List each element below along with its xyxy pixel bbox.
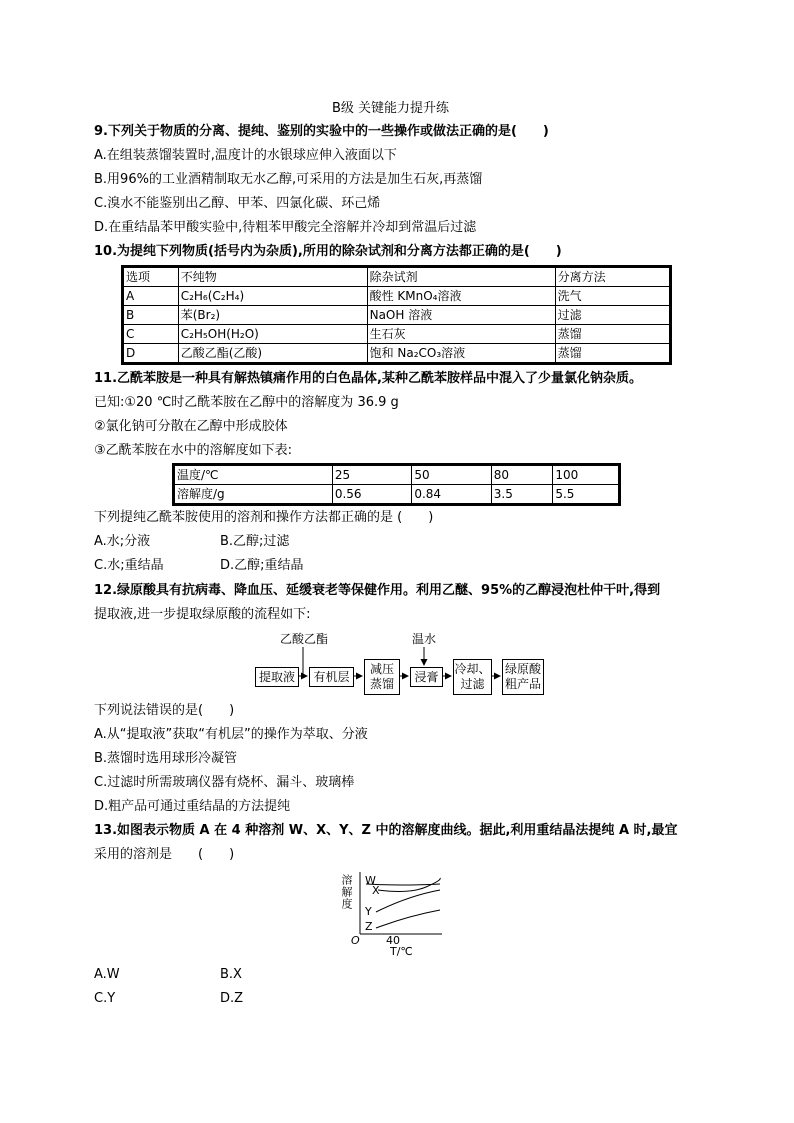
table-cell: 过滤 [555, 306, 670, 325]
q12-stem-line-2: 提取液,进一步提取绿原酸的流程如下: [94, 607, 311, 622]
table-cell: 80 [491, 465, 553, 485]
table-cell: 溶解度/g [174, 485, 333, 505]
graph-origin: O [351, 934, 360, 947]
table-cell: 50 [412, 465, 491, 485]
q11-known-3: ③乙酰苯胺在水中的溶解度如下表: [94, 443, 293, 458]
q13-option-a: A.W [94, 967, 120, 982]
curve-label-y: Y [365, 905, 372, 918]
table-cell: 0.84 [412, 485, 491, 505]
q11-known-2: ②氯化钠可分散在乙醇中形成胶体 [94, 419, 288, 434]
table-cell: 温度/℃ [174, 465, 333, 485]
table-cell: 100 [553, 465, 620, 485]
table-cell: 饱和 Na₂CO₃溶液 [367, 344, 555, 364]
q12-ask: 下列说法错误的是( ) [94, 703, 235, 718]
header-cell: 分离方法 [555, 267, 670, 287]
flow-step-extractum [410, 667, 443, 687]
q12-stem-line-1: 12.绿原酸具有抗病毒、降血压、延缓衰老等保健作用。利用乙醚、95%的乙醇浸泡杜仲干叶,得到 [94, 583, 661, 598]
table-cell: 苯(Br₂) [178, 306, 367, 325]
q9-stem: 9.下列关于物质的分离、提纯、鉴别的实验中的一些操作或做法正确的是( ) [94, 124, 549, 139]
table-cell: 蒸馏 [555, 344, 670, 364]
table-cell: B [123, 306, 179, 325]
q13-option-c: C.Y [94, 991, 116, 1006]
flow-step-label: 蒸馏 [369, 677, 394, 691]
flow-step-label: 过滤 [460, 677, 485, 691]
flow-step-extract [255, 667, 299, 687]
header-cell: 不纯物 [178, 267, 367, 287]
q11-known-1: 已知:①20 ℃时乙酰苯胺在乙醇中的溶解度为 36.9 g [94, 395, 399, 410]
q9-option-c: C.溴水不能鉴别出乙醇、甲苯、四氯化碳、环己烯 [94, 196, 381, 211]
curve-label-x: X [372, 884, 380, 897]
table-cell: 蒸馏 [555, 325, 670, 344]
q13-option-d: D.Z [220, 991, 244, 1006]
q9-option-b: B.用96%的工业酒精制取无水乙醇,可采用的方法是加生石灰,再蒸馏 [94, 172, 483, 187]
q11-option-a: A.水;分液 [94, 534, 151, 549]
table-cell: 生石灰 [367, 325, 555, 344]
q11-ask: 下列提纯乙酰苯胺使用的溶剂和操作方法都正确的是 ( ) [94, 510, 434, 525]
flow-input-warm-water: 温水 [412, 632, 437, 646]
q11-option-c: C.水;重结晶 [94, 558, 164, 573]
q13-stem-line-1: 13.如图表示物质 A 在 4 种溶剂 W、X、Y、Z 中的溶解度曲线。据此,利用重结晶法提纯 A 时,最宜 [94, 823, 678, 838]
curve-label-z: Z [365, 920, 373, 933]
header-cell: 选项 [123, 267, 179, 287]
q13-option-b: B.X [220, 967, 242, 982]
q12-option-a: A.从“提取液”获取“有机层”的操作为萃取、分液 [94, 727, 368, 742]
graph-x-label: T/℃ [390, 945, 413, 958]
flow-input-ethyl-acetate: 乙酸乙酯 [280, 632, 329, 646]
section-title: B级 关键能力提升练 [332, 101, 450, 116]
flow-step-organic-layer [309, 667, 354, 687]
q12-option-c: C.过滤时所需玻璃仪器有烧杯、漏斗、玻璃棒 [94, 775, 355, 790]
table-cell: 乙酸乙酯(乙酸) [178, 344, 367, 364]
flow-step-label: 减压 [369, 662, 394, 676]
curve-z [376, 910, 440, 928]
table-cell: A [123, 287, 179, 306]
curve-y [376, 890, 440, 912]
table-cell: 酸性 KMnO₄溶液 [367, 287, 555, 306]
q11-option-b: B.乙醇;过滤 [220, 534, 290, 549]
flow-step-cool-filter [453, 659, 492, 695]
q12-option-b: B.蒸馏时选用球形冷凝管 [94, 751, 238, 766]
graph-y-label: 溶解度 [340, 874, 353, 910]
header-cell: 除杂试剂 [367, 267, 555, 287]
q11-option-d: D.乙醇;重结晶 [220, 558, 304, 573]
table-cell: 洗气 [555, 287, 670, 306]
table-cell: NaOH 溶液 [367, 306, 555, 325]
table-cell: C₂H₅OH(H₂O) [178, 325, 367, 344]
flow-step-label: 粗产品 [504, 677, 541, 691]
flow-step-crude-product [502, 659, 544, 695]
graph-x-tick: 40 [386, 934, 400, 947]
q13-stem-line-2: 采用的溶剂是 ( ) [94, 847, 235, 862]
table-cell: D [123, 344, 179, 364]
q11-stem: 11.乙酰苯胺是一种具有解热镇痛作用的白色晶体,某种乙酰苯胺样品中混入了少量氯化钠杂质。 [94, 371, 642, 386]
flow-step-label: 冷却、 [454, 662, 491, 676]
flow-step-label: 有机层 [313, 669, 350, 684]
q12-option-d: D.粗产品可通过重结晶的方法提纯 [94, 799, 291, 814]
curve-label-w: W [365, 874, 376, 887]
table-cell: 25 [332, 465, 411, 485]
flow-step-label: 绿原酸 [504, 662, 541, 676]
table-cell: 3.5 [491, 485, 553, 505]
flow-step-vacuum-distill [364, 659, 400, 695]
q9-option-a: A.在组装蒸馏装置时,温度计的水银球应伸入液面以下 [94, 148, 397, 163]
q9-option-d: D.在重结晶苯甲酸实验中,待粗苯甲酸完全溶解并冷却到常温后过滤 [94, 220, 477, 235]
table-cell: 0.56 [332, 485, 411, 505]
flow-step-label: 提取液 [258, 669, 295, 684]
table-cell: C [123, 325, 179, 344]
table-cell: C₂H₆(C₂H₄) [178, 287, 367, 306]
q10-stem: 10.为提纯下列物质(括号内为杂质),所用的除杂试剂和分离方法都正确的是( ) [94, 244, 562, 259]
flow-step-label: 浸膏 [414, 669, 439, 684]
table-cell: 5.5 [553, 485, 620, 505]
